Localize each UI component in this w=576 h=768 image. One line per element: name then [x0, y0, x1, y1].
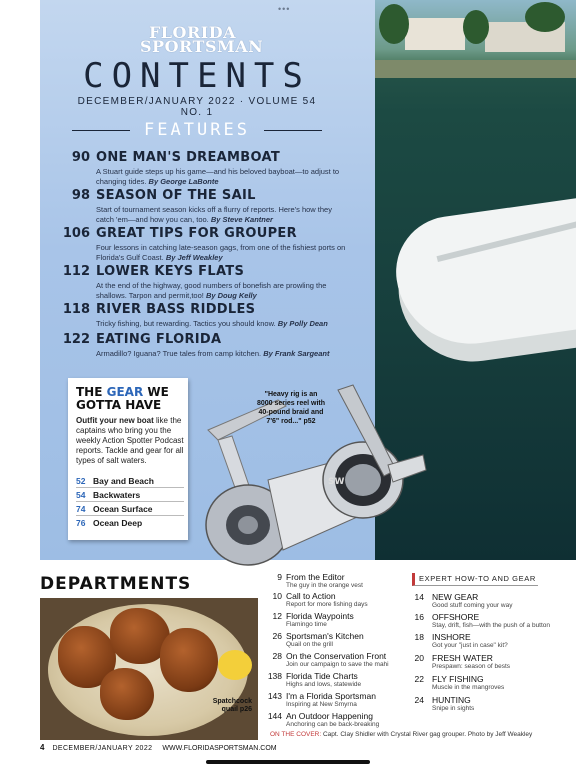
- footer-url[interactable]: WWW.FLORIDASPORTSMAN.COM: [162, 745, 277, 752]
- gear-title: THE GEAR WE GOTTA HAVE: [76, 385, 169, 412]
- feature-desc: Armadillo? Iguana? True tales from camp kitchen. By Frank Sargeant: [96, 349, 330, 358]
- cover-credit: ON THE COVER: Capt. Clay Shidler with Crystal River gag grouper. Photo by Jeff Weakley: [270, 731, 533, 738]
- gear-list: [76, 474, 184, 530]
- feature-desc: At the end of the highway, good numbers of bonefish are prowling the shallows. Tarpon and permit,too! By Doug Kelly: [96, 281, 327, 300]
- footer-issue: DECEMBER/JANUARY 2022: [52, 745, 153, 752]
- departments-heading: DEPARTMENTS: [40, 574, 192, 594]
- feature-title: RIVER BASS RIDDLES: [96, 302, 256, 317]
- gear-link[interactable]: 52 Bay and Beach: [76, 474, 184, 488]
- page-number: 4: [40, 743, 45, 752]
- feature-page: 122: [62, 332, 90, 347]
- issue-line: DECEMBER/JANUARY 2022 · VOLUME 54 NO. 1: [77, 96, 317, 118]
- feature-desc: Tricky fishing, but rewarding. Tactics you should know. By Polly Dean: [96, 319, 328, 328]
- gear-link[interactable]: 76 Ocean Deep: [76, 518, 143, 528]
- feature-title: LOWER KEYS FLATS: [96, 264, 245, 279]
- svg-text:SW: SW: [328, 477, 345, 487]
- gear-link[interactable]: 74 Ocean Surface: [76, 502, 184, 516]
- viewer-menu-icon[interactable]: •••: [278, 4, 291, 14]
- feature-page: 106: [62, 226, 90, 241]
- feature-desc: Four lessons in catching late-season gags, from one of the fishiest ports on Florida's Gulf Coast. By Jeff Weakley: [96, 243, 346, 262]
- feature-page: 98: [71, 188, 90, 203]
- feature-desc: Start of tournament season kicks off a flurry of reports. Here's how they catch 'em—and how you can, too. By Steve Kantner: [96, 205, 332, 224]
- feature-page: 118: [62, 302, 90, 317]
- photo-caption: Spatchcock quail p26: [212, 698, 252, 713]
- feature-page: 90: [71, 150, 90, 165]
- feature-title: ONE MAN'S DREAMBOAT: [96, 150, 280, 165]
- florida-sportsman-logo: FLORIDA SPORTSMAN: [140, 23, 264, 56]
- quail-photo: [40, 598, 258, 740]
- page-title: CONTENTS: [83, 56, 311, 96]
- feature-title: SEASON OF THE SAIL: [96, 188, 256, 203]
- magazine-page: ••• FLORIDA SPORTSMAN CONTENTS DECEMBER/JANUARY 2022 · VOLUME 54 NO. 1 FEATURES 90 ONE MAN'S DREAMBOAT A Stuart guide steps up his game—and his beloved bayboat—to adjust to changing tides. By George LaBonte 98 SEASON OF THE SAIL Start of tournament season kicks off a flurry of reports. Here's how they catch 'em—and how you can, too. By Steve Kantner 106 GREAT TIPS FOR GROUPER Four lessons in catching late-season gags, from one of the fishiest ports on Florida's Gulf Coast. By Jeff Weakley 112 LOWER KEYS FLATS At the end of the highway, good numbers of bonefish are prowling the shallows. Tarpon and permit,too! By Doug Kelly 118 RIVER BASS RIDDLES Tricky fishing, but rewarding. Tactics you should know. By Polly Dean 122 EATING FLORIDA Armadillo? Iguana? True tales from camp kitchen. By Frank Sargeant SW "Heavy rig is an 8000 series reel with 40-pound braid and 7'6" rod..." p52 THE GEAR WE GOTTA HAVE Outfit your new boat like the captains who bring you the weekly Action Spotter Podcast reports. Tackle and gear for all types of salt waters. 52 Bay and Beach 54 Backwaters 74 Ocean Surface 76 Ocean Deep DEPARTMENTS Spatchcock quail p26 9 From the Editor The guy in the orange vest 10 Call to Action Report for more fishing days 12 Florida Waypoints Flamingo time 26 Sportsman's Kitchen Quail on the grill 28 On the Conservation Front Join our campaign to save the mahi 138 Florida Tide Charts Highs and lows, statewide 143 I'm a Florida Sportsman Inspiring at New Smyrna 144 An Outdoor Happening Anchoring can be back-breaking EXPERT HOW-TO AND GEAR 14 NEW GEAR Good stuff coming your way 16 OFFSHORE Stay, drift, fish—with the push of a button 18 INSHORE Got your "just in case" kit? 20 FRESH WATER Prespawn: season of bests 22 FLY FISHING Muscle in the mangroves 24 HUNTING Snipe in sights ON THE COVER: Capt. Clay Shidler with Crystal River gag grouper. Photo by Jeff Weakley 4 DECEMBER/JANUARY 2022 WWW.FLORIDASPORTSMAN.COM: [0, 0, 576, 768]
- feature-title: GREAT TIPS FOR GROUPER: [96, 226, 297, 241]
- reel-quote: "Heavy rig is an 8000 series reel with 40-pound braid and 7'6" rod..." p52: [256, 391, 326, 425]
- gear-box: [68, 378, 188, 540]
- features-heading: FEATURES: [72, 120, 322, 140]
- boat-bow: [389, 197, 576, 354]
- home-indicator[interactable]: [206, 760, 370, 764]
- feature-desc: A Stuart guide steps up his game—and his beloved bayboat—to adjust to changing tides. By George LaBonte: [96, 167, 340, 186]
- feature-page: 112: [62, 264, 90, 279]
- feature-title: EATING FLORIDA: [96, 332, 222, 347]
- expert-heading: EXPERT HOW-TO AND GEAR: [412, 573, 538, 586]
- page-footer: [40, 743, 277, 752]
- gear-link[interactable]: 54 Backwaters: [76, 488, 184, 502]
- gear-desc: Outfit your new boat like the captains who bring you the weekly Action Spotter Podcast reports. Tackle and gear for all types of salt waters.: [76, 416, 184, 465]
